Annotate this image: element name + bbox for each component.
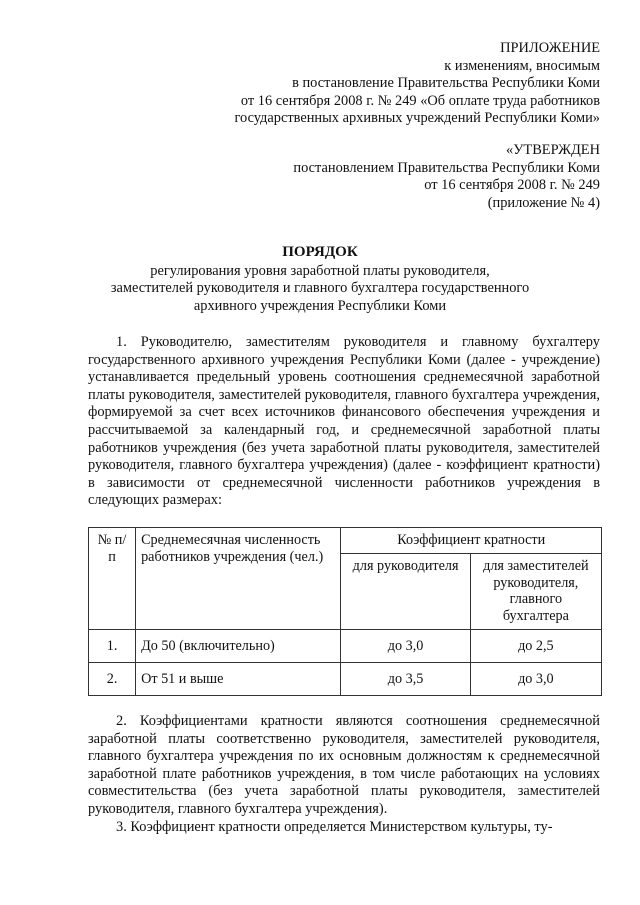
cell-num: 2. [89,662,136,695]
appendix-line: государственных архивных учреждений Республики Коми» [234,110,600,127]
title-sub-line: регулирования уровня заработной платы руководителя, [150,262,490,279]
header-coefficient: Коэффициент кратности [341,528,602,554]
cell-head: до 3,5 [341,662,470,695]
paragraph-1: 1. Руководителю, заместителям руководителя и главному бухгалтеру государственного архивного учреждения Республики Коми (далее - учреждение) устанавливается предельный уровень соотношения среднемесячной заработной платы руководителя, заместителей руководителя, главного бухгалтера учреждения, формируемой за счет всех источников финансового обеспечения учреждения и рассчитываемой за календарный год, и среднемесячной заработной платы работников учреждения (без учета заработной платы руководителя, заместителей руководителя, главного бухгалтера учреждения) (далее - коэффициент кратности) в зависимости от среднемесячной численности работников учреждения в следующих размерах: [88,334,600,509]
appendix-title: ПРИЛОЖЕНИЕ [500,40,600,56]
body-section-1 [88,334,600,510]
table-row [89,629,602,662]
paragraph-2: 2. Коэффициентами кратности являются соотношения среднемесячной заработной платы соответственно руководителя, заместителей руководителя, главного бухгалтера учреждения по их основным должностям к среднемесячной заработной плате работников учреждения, в том числе работающих на условиях совместительства (без учета заработной платы руководителя, заместителей руководителя, главного бухгалтера учреждения). [88,713,600,817]
approved-title: «УТВЕРЖДЕН [506,142,600,158]
approval-stamp-text [180,142,600,212]
cell-head: до 3,0 [341,629,470,662]
approved-line: (приложение № 4) [487,194,600,211]
cell-deputies: до 2,5 [470,629,601,662]
cell-size: От 51 и выше [136,662,341,695]
cell-size: До 50 (включительно) [136,629,341,662]
header-size: Среднемесячная численность работников учреждения (чел.) [136,528,341,630]
cell-deputies: до 3,0 [470,662,601,695]
appendix-line: от 16 сентября 2008 г. № 249 «Об оплате труда работников [240,92,600,109]
appendix-header [180,40,600,128]
header-deputies: для заместителей руководителя, главного бухгалтера [470,553,601,629]
title-sub-line: архивного учреждения Республики Коми [193,297,447,314]
table-row [89,662,602,695]
body-section-2 [88,713,600,836]
appendix-line: к изменениям, вносимым [444,57,600,74]
paragraph-3: 3. Коэффициент кратности определяется Министерством культуры, ту- [116,818,553,835]
cell-num: 1. [89,629,136,662]
coefficient-table [88,527,602,696]
appendix-line: в постановление Правительства Республики Коми [292,75,600,92]
approved-line: от 16 сентября 2008 г. № 249 [424,177,600,194]
document-title [60,244,580,315]
title-main: ПОРЯДОК [282,244,358,260]
approved-line: постановлением Правительства Республики Коми [293,159,600,176]
header-head: для руководителя [341,553,470,629]
title-sub-line: заместителей руководителя и главного бухгалтера государственного [110,280,530,297]
header-number: № п/п [89,528,136,630]
table-header-row [89,528,602,554]
